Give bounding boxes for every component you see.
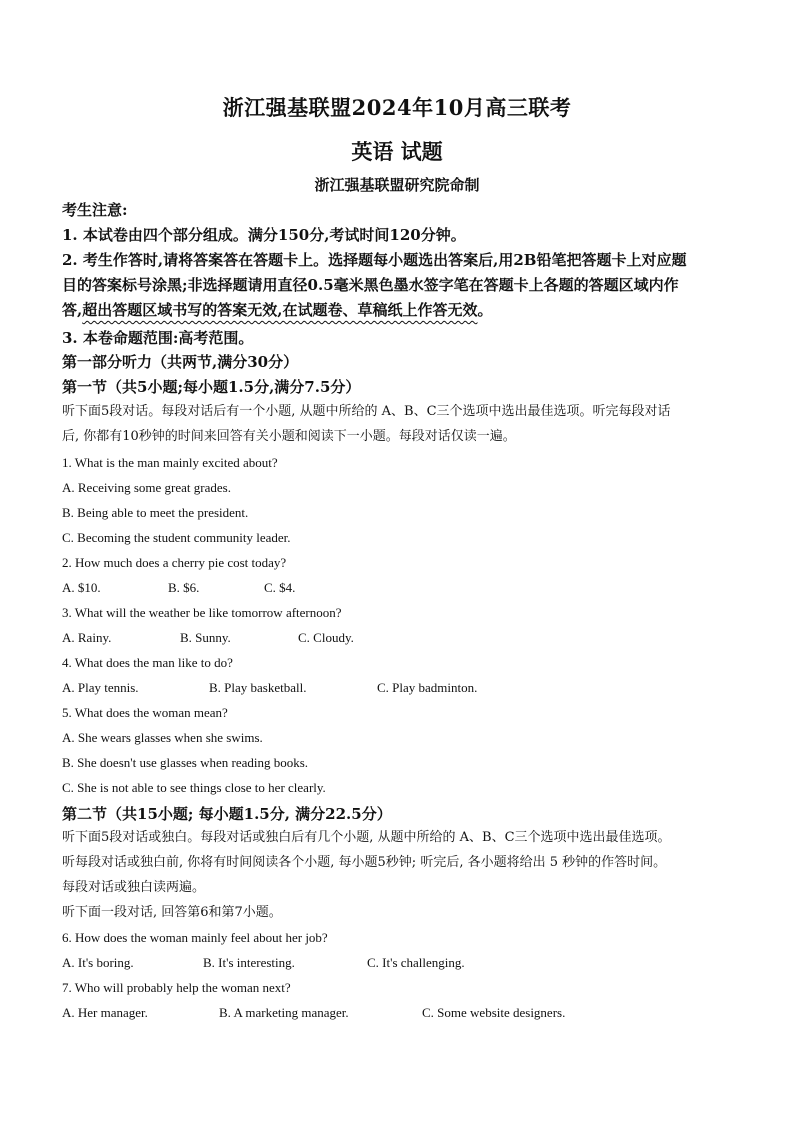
q5-option-b: B. She doesn't use glasses when reading books. [62,755,309,770]
q7-option-c: C. Some website designers. [422,1005,566,1020]
q3-stem: 3. What will the weather be like tomorrow afternoon? [62,605,342,620]
q5-option-a: A. She wears glasses when she swims. [62,730,263,745]
section2-instructions-line-3: 每段对话或独白读两遍。 [62,880,206,895]
notice-item-2-line-3-end: 。 [477,301,493,319]
section2-instructions-line-1: 听下面5段对话或独白。每段对话或独白后有几个小题, 从题中所给的 A、B、C三个选项中选出最佳选项。 [62,830,671,845]
exam-subject: 英语 试题 [351,139,443,164]
part1-heading: 第一部分听力（共两节,满分30分） [62,353,299,371]
q1-stem: 1. What is the man mainly excited about? [62,455,278,470]
section2-instructions-line-2: 听每段对话或独白前, 你将有时间阅读各个小题, 每小题5秒钟; 听完后, 各小题将给出 5 秒钟的作答时间。 [62,855,667,870]
section1-instructions-line-2: 后, 你都有10秒钟的时间来回答有关小题和阅读下一小题。每段对话仅读一遍。 [62,429,516,444]
q7-stem: 7. Who will probably help the woman next? [62,980,291,995]
q2-option-c: C. $4. [264,580,296,595]
q6-option-b: B. It's interesting. [203,955,295,970]
notice-item-1: 1. 本试卷由四个部分组成。满分150分,考试时间120分钟。 [62,226,466,244]
q6-option-a: A. It's boring. [62,955,134,970]
q1-option-c: C. Becoming the student community leader. [62,530,291,545]
q4-stem: 4. What does the man like to do? [62,655,233,670]
notice-item-2-line-2: 目的答案标号涂黑;非选择题请用直径0.5毫米黑色墨水签字笔在答题卡上各题的答题区域内作 [62,276,679,294]
q4-option-a: A. Play tennis. [62,680,139,695]
q6-stem: 6. How does the woman mainly feel about her job? [62,930,328,945]
q7-option-b: B. A marketing manager. [219,1005,349,1020]
q2-stem: 2. How much does a cherry pie cost today? [62,555,287,570]
exam-title: 浙江强基联盟2024年10月高三联考 [222,95,572,120]
q3-option-a: A. Rainy. [62,630,112,645]
notice-item-2-line-1: 2. 考生作答时,请将答案答在答题卡上。选择题每小题选出答案后,用2B铅笔把答题卡上对应题 [62,251,687,269]
q3-option-b: B. Sunny. [180,630,231,645]
q4-option-b: B. Play basketball. [209,680,307,695]
q5-stem: 5. What does the woman mean? [62,705,228,720]
notice-item-2-line-3 [62,296,732,324]
q7-option-a: A. Her manager. [62,1005,148,1020]
q1-option-a: A. Receiving some great grades. [62,480,231,495]
notice-item-2-emphasis: 超出答题区域书写的答案无效,在试题卷、草稿纸上作答无效 [82,301,478,319]
section2-group-1: 听下面一段对话, 回答第6和第7小题。 [62,905,282,920]
q3-option-c: C. Cloudy. [298,630,354,645]
q5-option-c: C. She is not able to see things close to her clearly. [62,780,326,795]
notice-heading: 考生注意: [62,201,128,219]
section2-heading: 第二节（共15小题; 每小题1.5分, 满分22.5分） [62,805,392,823]
notice-item-3: 3. 本卷命题范围:高考范围。 [62,329,254,347]
q2-option-a: A. $10. [62,580,101,595]
section1-heading: 第一节（共5小题;每小题1.5分,满分7.5分） [62,378,361,396]
section1-instructions-line-1: 听下面5段对话。每段对话后有一个小题, 从题中所给的 A、B、C三个选项中选出最佳选项。听完每段对话 [62,404,671,419]
notice-item-2-line-3-start: 答, [62,301,83,319]
q6-option-c: C. It's challenging. [367,955,465,970]
q1-option-b: B. Being able to meet the president. [62,505,249,520]
exam-author: 浙江强基联盟研究院命制 [314,176,480,194]
q2-option-b: B. $6. [168,580,200,595]
q4-option-c: C. Play badminton. [377,680,478,695]
